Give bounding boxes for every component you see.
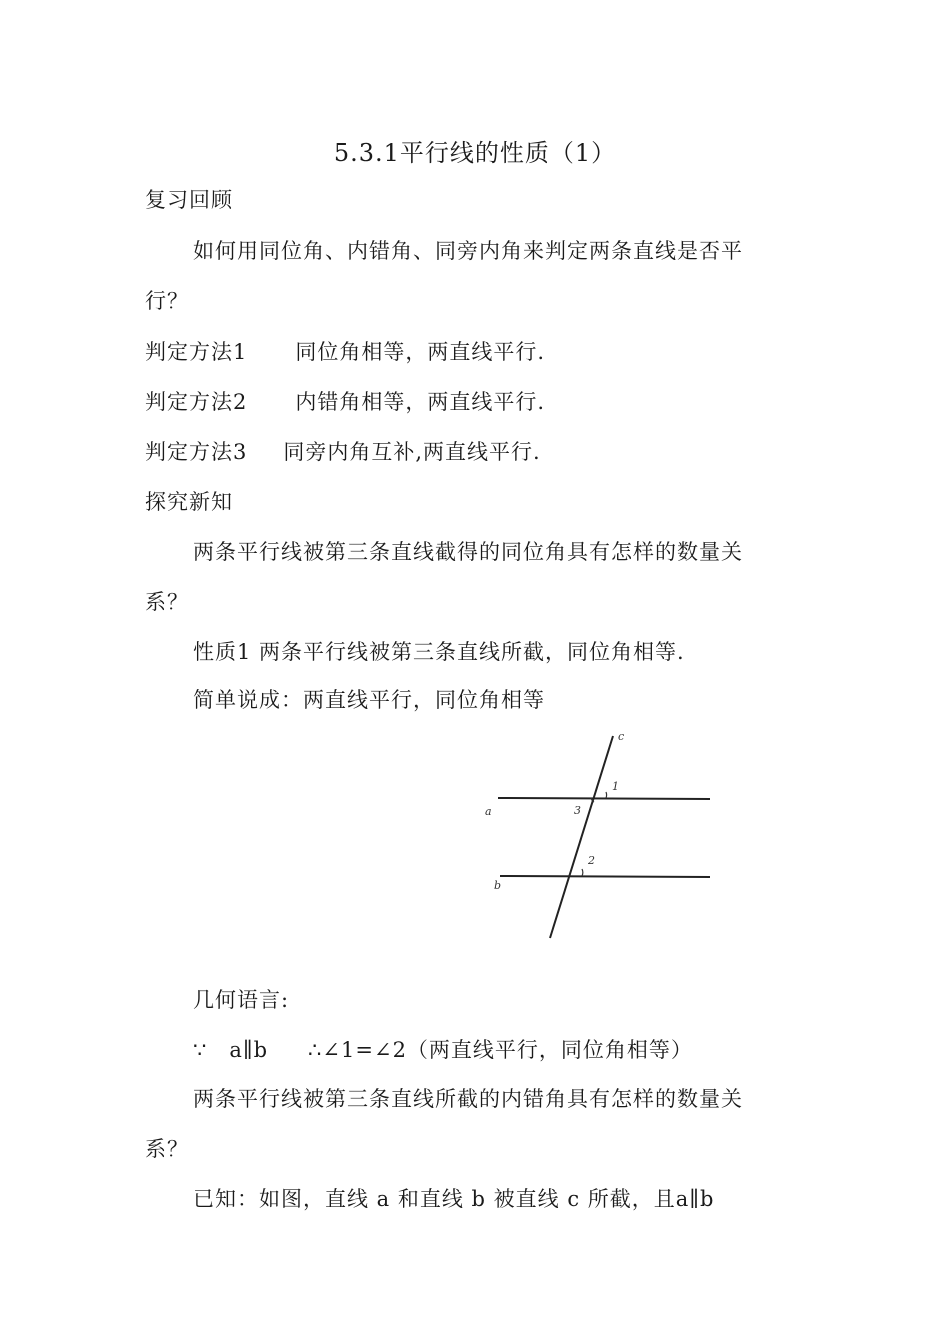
because-text: a∥b — [229, 1038, 269, 1062]
therefore-symbol: ∴ — [308, 1038, 323, 1062]
explore-heading: 探究新知 — [145, 490, 233, 514]
because-symbol: ∵ — [193, 1038, 208, 1062]
review-question-line2: 行？ — [145, 289, 189, 313]
method-3-label: 判定方法3 — [145, 440, 248, 464]
label-1: 1 — [612, 780, 619, 793]
page-title: 5.3.1平行线的性质（1） — [333, 139, 617, 167]
geometry-statement — [193, 1036, 693, 1064]
review-heading: 复习回顾 — [145, 188, 233, 212]
explore-question2-line1: 两条平行线被第三条直线所截的内错角具有怎样的数量关 — [193, 1087, 743, 1111]
method-1 — [145, 338, 545, 366]
review-question-line1: 如何用同位角、内错角、同旁内角来判定两条直线是否平 — [193, 239, 743, 263]
line-b — [500, 876, 710, 877]
label-2: 2 — [588, 854, 595, 867]
given-statement: 已知：如图，直线 a 和直线 b 被直线 c 所截，且a∥b — [193, 1187, 715, 1211]
method-3-text: 同旁内角互补,两直线平行. — [283, 440, 541, 464]
therefore-text: ∠1=∠2（两直线平行，同位角相等） — [322, 1038, 693, 1062]
parallel-lines-diagram — [478, 726, 718, 946]
property-1: 性质1 两条平行线被第三条直线所截，同位角相等. — [193, 640, 685, 664]
angle-2-arc — [582, 869, 583, 876]
method-1-text: 同位角相等，两直线平行. — [295, 340, 546, 364]
simple-statement: 简单说成：两直线平行，同位角相等 — [193, 688, 545, 712]
method-2 — [145, 388, 545, 416]
explore-question1-line1: 两条平行线被第三条直线截得的同位角具有怎样的数量关 — [193, 540, 743, 564]
label-3: 3 — [574, 804, 581, 817]
method-1-label: 判定方法1 — [145, 340, 248, 364]
explore-question1-line2: 系？ — [145, 590, 189, 614]
method-2-label: 判定方法2 — [145, 390, 248, 414]
angle-1-arc — [606, 792, 607, 798]
method-2-text: 内错角相等，两直线平行. — [295, 390, 546, 414]
explore-question2-line2: 系？ — [145, 1137, 189, 1161]
line-a — [498, 798, 710, 799]
parallel-lines-figure — [478, 726, 718, 946]
method-3 — [145, 438, 541, 466]
label-a: a — [485, 805, 492, 818]
label-b: b — [494, 879, 502, 892]
line-c — [550, 736, 613, 938]
geometry-language-heading: 几何语言: — [193, 988, 290, 1012]
label-c: c — [618, 730, 625, 743]
